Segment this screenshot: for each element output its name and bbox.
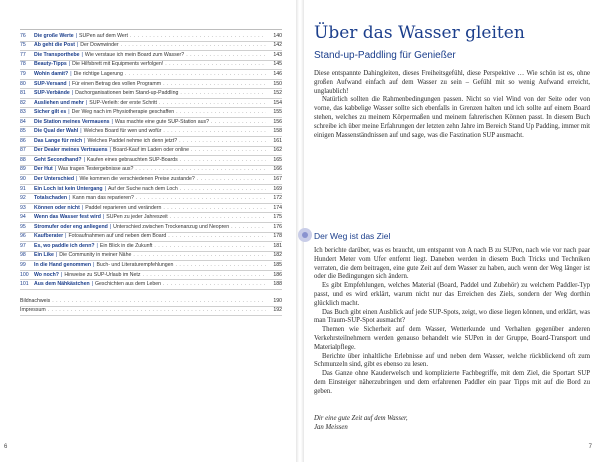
toc-entry-number: 99 bbox=[20, 261, 26, 268]
toc-entry-separator: | bbox=[75, 32, 78, 39]
section-paragraph: Das Ganze ohne Kauderwelsch und komplizierte Fachbegriffe, mit dem Ziel, die Sportart SUP dem Einsteiger näherzubringen und dem erfahrenen Paddler ein paar Tipps mit auf die Bord zu geben. bbox=[314, 370, 590, 395]
toc-leader-dots bbox=[161, 81, 266, 87]
toc-entry-subtitle: Der Downwinder bbox=[80, 42, 119, 49]
section-paragraph: Das Buch gibt einen Ausblick auf jede SUP-Spots, zeigt, wo diese liegen können, und erklärt, was man Traum-SUP-Spot ausmacht? bbox=[314, 308, 590, 325]
toc-entry-title: Ausliehen und mehr bbox=[34, 99, 84, 106]
toc-leader-dots bbox=[119, 42, 266, 48]
toc-entry-title: Aus dem Nähkästchen bbox=[34, 281, 90, 288]
toc-entry-separator: | bbox=[111, 118, 113, 125]
toc-entry-page: 167 bbox=[273, 176, 282, 183]
toc-entry-number: 97 bbox=[20, 242, 26, 249]
toc-entry-number: 100 bbox=[20, 271, 29, 278]
toc-leader-dots bbox=[152, 243, 266, 249]
toc-entry-number: 80 bbox=[20, 80, 26, 87]
toc-entry-number: 92 bbox=[20, 195, 26, 202]
toc-entry-title: Kaufberater bbox=[34, 233, 64, 240]
toc-entry-number: 89 bbox=[20, 166, 26, 173]
closing-block bbox=[314, 415, 590, 433]
page-number-left: 6 bbox=[4, 444, 8, 450]
toc-entry-page: 175 bbox=[273, 214, 282, 221]
toc-entry-subtitle: Welches Board für wen und wofür bbox=[83, 128, 162, 135]
toc-entry-separator: | bbox=[91, 281, 93, 288]
toc-entry-number: 101 bbox=[20, 281, 29, 288]
toc-entry-page: 146 bbox=[273, 70, 282, 77]
toc-leader-dots bbox=[161, 205, 266, 211]
toc-entry-title: Totalschaden bbox=[34, 195, 68, 202]
toc-entry-number: 90 bbox=[20, 176, 26, 183]
toc-entry-separator: | bbox=[68, 109, 70, 116]
toc-entry-number: 79 bbox=[20, 70, 26, 77]
toc-entry-number: 77 bbox=[20, 51, 26, 58]
toc-entry-title: Beauty-Tipps bbox=[34, 61, 67, 68]
toc-entry-subtitle: Der Weg nach im Physiotherapie geschaffen bbox=[71, 109, 175, 116]
toc-entry-subtitle: Für einen Betrag des vollen Programm bbox=[71, 80, 162, 87]
toc-entry-title: Geht Secondhand? bbox=[34, 156, 82, 163]
toc-entry-subtitle: Dachorganisationen beim Stand-up-Paddling bbox=[75, 90, 179, 97]
toc-entry-separator: | bbox=[85, 99, 88, 106]
toc-entry-subtitle: Geschichten aus dem Leben bbox=[95, 281, 162, 288]
toc-entry-title: Der Hut bbox=[34, 166, 53, 173]
toc-entry-page: 158 bbox=[273, 128, 282, 135]
left-page bbox=[0, 0, 296, 462]
toc-leader-dots bbox=[209, 119, 266, 125]
toc-leader-dots bbox=[229, 224, 266, 230]
toc-entry-title: SUP-Verbände bbox=[34, 90, 70, 97]
toc-entry-number: 76 bbox=[20, 32, 26, 39]
toc-entry-title: Der Dealer meines Vertrauens bbox=[34, 147, 108, 154]
toc-leader-dots bbox=[157, 100, 266, 106]
toc-entry-page: 154 bbox=[273, 99, 282, 106]
toc-entry-subtitle: Wie kommen die verschiedenen Preise zustande? bbox=[79, 176, 195, 183]
toc-entry-subtitle: Wie verstaue ich mein Board zum Wasser? bbox=[84, 51, 185, 58]
toc-leader-dots bbox=[161, 281, 266, 287]
toc-top-rule bbox=[20, 29, 282, 30]
right-page bbox=[304, 0, 600, 462]
toc-entry-separator: | bbox=[93, 261, 95, 268]
toc-entry-page: 140 bbox=[273, 32, 282, 39]
toc-entry-title: Ab geht die Post bbox=[34, 42, 75, 49]
page-number-right: 7 bbox=[588, 444, 592, 450]
toc-extra-page: 192 bbox=[273, 307, 282, 314]
toc-entry-separator: | bbox=[84, 137, 86, 144]
toc-entry-title: In die Hand genommen bbox=[34, 261, 92, 268]
toc-leader-dots bbox=[161, 128, 266, 134]
toc-entry-title: Der Unterschied bbox=[34, 176, 75, 183]
toc-extra-label: Impressum bbox=[20, 307, 46, 314]
toc-entry-number: 86 bbox=[20, 137, 26, 144]
toc-entry-number: 75 bbox=[20, 42, 26, 49]
toc-leader-dots bbox=[174, 109, 266, 115]
toc-entry-page: 185 bbox=[273, 261, 282, 268]
intro-paragraph: Diese entspannte Dahingleiten, dieses Freiheitsgefühl, diese Perspektive … Wie schön ist es, ohne großen Aufwand einfach auf dem Wasser zu sein – Gefühl mit so wenig Aufwand erreicht, unglaublich! bbox=[314, 70, 590, 95]
toc-entry-page: 142 bbox=[273, 42, 282, 49]
page-subtitle: Stand-up-Paddling für Genießer bbox=[314, 50, 456, 61]
toc-entry-subtitle: Was tragen Testergebnisse aus? bbox=[58, 166, 134, 173]
toc-entry-title: Ein Like bbox=[34, 252, 54, 259]
toc-entry-page: 181 bbox=[273, 242, 282, 249]
intro-paragraph: Natürlich sollten die Rahmenbedingungen passen. Nicht so viel Wind von der Seite oder von vorne, das kabbelige Wasser sollte sich ebenfalls in Grenzen halten und ich sollte auf einem Board stehen, welches zu meinem Körpermaßen und meinem fahrerischen Können passt. In diesem Buch schreibe ich über meine Erfahrungen der letzten zehn Jahre im Bereich Stand Up Padding, immer mit einigen Massenständnissen auf und sage, was die Faszination SUP ausmacht. bbox=[314, 96, 590, 139]
toc-entry-separator: | bbox=[60, 271, 63, 278]
toc-leader-dots bbox=[189, 147, 266, 153]
toc-entry-number: 94 bbox=[20, 214, 26, 221]
toc-entry-subtitle: Die richtige Lagerung bbox=[73, 70, 123, 77]
toc-entry-number: 87 bbox=[20, 147, 26, 154]
toc-entry-subtitle: Die Community in meiner Nähe bbox=[59, 252, 132, 259]
toc-leader-dots bbox=[177, 138, 266, 144]
toc-entry-number: 91 bbox=[20, 185, 26, 192]
toc-entry-separator: | bbox=[70, 70, 72, 77]
toc-entry-title: Es, wo paddle ich denn? bbox=[34, 242, 95, 249]
toc-entry-title: Ein Loch ist kein Untergang bbox=[34, 185, 103, 192]
toc-entry-page: 186 bbox=[273, 271, 282, 278]
toc-entry-number: 78 bbox=[20, 61, 26, 68]
section-paragraph: Themen wie Sicherheit auf dem Wasser, Wetterkunde und Verhalten gegenüber anderen Verkehrsteilnehmern werden genauso behandelt wie SUPen in der Gruppe, Board-Transport und Materialpflege. bbox=[314, 326, 590, 351]
toc-extra-label: Bildnachweis bbox=[20, 297, 51, 304]
toc-entry-subtitle: SUPen zu jeder Jahreszeit bbox=[106, 214, 168, 221]
toc-extra-entry bbox=[20, 306, 282, 317]
toc-entry-page: 174 bbox=[273, 204, 282, 211]
toc-entry-page: 152 bbox=[273, 90, 282, 97]
toc-leader-dots bbox=[46, 307, 266, 313]
toc-leader-dots bbox=[140, 272, 266, 278]
toc-entry-separator: | bbox=[81, 51, 83, 58]
toc-leader-dots bbox=[168, 214, 266, 220]
toc-entry-separator: | bbox=[76, 42, 79, 49]
toc-leader-dots bbox=[178, 157, 266, 163]
toc-entry-number: 93 bbox=[20, 204, 26, 211]
toc-entry-subtitle: Paddel reparieren und verändern bbox=[85, 204, 162, 211]
toc-entry-subtitle: Welches Paddel nehme ich denn jetzt? bbox=[87, 137, 178, 144]
toc-entry-separator: | bbox=[80, 128, 82, 135]
toc-leader-dots bbox=[173, 262, 266, 268]
toc-entry-number: 95 bbox=[20, 223, 26, 230]
toc-leader-dots bbox=[178, 90, 266, 96]
toc-entry-subtitle: Hinweise zu SUP-Urlaub im Netz bbox=[64, 271, 141, 278]
toc-entry bbox=[20, 279, 282, 290]
toc-entry-number: 82 bbox=[20, 99, 26, 106]
toc-leader-dots bbox=[123, 71, 266, 77]
toc-leader-dots bbox=[133, 166, 266, 172]
toc-leader-dots bbox=[134, 195, 266, 201]
toc-entry-separator: | bbox=[54, 166, 57, 173]
section-text bbox=[314, 247, 590, 397]
author-signature: Jan Meissen bbox=[314, 423, 348, 431]
toc-leader-dots bbox=[195, 176, 266, 182]
section-paragraph: Ich berichte darüber, was es braucht, um entspannt von A nach B zu SUPen, nach wie vor nach paar Hundert Meter vom Ufer entfernt liegt. Daneben werden in diesem Buch Tricks und Techniken verraten, die dem beitragen, eine gute Zeit auf dem Wasser zu haben, auch wenn der Weg länger ist oder die Bedingungen sich ändern. bbox=[314, 247, 590, 281]
toc-entry-subtitle: SUP-Verleih: der erste Schritt bbox=[89, 99, 157, 106]
section-paragraph: Es gibt Empfehlungen, welches Material (Board, Paddel und Zubehör) zu welchem Paddler-Typ passt, und es wird erklärt, warum nicht nur das Erreichen des Ziels, sondern der Weg dorthin glücklich macht. bbox=[314, 282, 590, 307]
toc-entry-page: 150 bbox=[273, 80, 282, 87]
toc-entry-separator: | bbox=[83, 156, 85, 163]
toc-entry-title: Wo noch? bbox=[34, 271, 59, 278]
closing-line: Dir eine gute Zeit auf dem Wasser, bbox=[314, 415, 408, 422]
toc-entry-separator: | bbox=[96, 242, 98, 249]
toc-entry-title: Das Lange für mich bbox=[34, 137, 83, 144]
toc-entry-number: 88 bbox=[20, 156, 26, 163]
toc-entry-page: 161 bbox=[273, 137, 282, 144]
toc-entry-separator: | bbox=[71, 90, 74, 97]
toc-leader-dots bbox=[184, 52, 266, 58]
section-heading bbox=[314, 231, 390, 241]
toc-entry-page: 143 bbox=[273, 51, 282, 58]
toc-entry-separator: | bbox=[55, 252, 58, 259]
toc-entry-separator: | bbox=[104, 185, 106, 192]
section-paragraph: Berichte über inhaltliche Erlebnisse auf und neben dem Wasser, welche rückblickend oft zum Schmunzeln sind, gibt es ebenso zu lesen. bbox=[314, 352, 590, 369]
toc-entry-page: 172 bbox=[273, 195, 282, 202]
toc-entry-page: 166 bbox=[273, 166, 282, 173]
toc-entry-number: 81 bbox=[20, 90, 26, 97]
toc-entry-page: 162 bbox=[273, 147, 282, 154]
toc-leader-dots bbox=[50, 298, 266, 304]
toc-entry-title: Die Transporthebe bbox=[34, 51, 80, 58]
toc-entry-subtitle: SUPen auf dem Wert bbox=[79, 32, 128, 39]
toc-entry-subtitle: Buch- und Literaturempfehlungen bbox=[96, 261, 174, 268]
toc-entry-title: Stromufer oder eng anliegend bbox=[34, 223, 108, 230]
toc-entry-page: 188 bbox=[273, 281, 282, 288]
toc-entry-separator: | bbox=[109, 147, 111, 154]
toc-entry-subtitle: Kann man das reparieren? bbox=[72, 195, 134, 202]
toc-entry-title: Die große Werte bbox=[34, 32, 74, 39]
toc-entry-title: Die Qual der Wahl bbox=[34, 128, 79, 135]
toc-leader-dots bbox=[131, 252, 266, 258]
toc-entry-page: 165 bbox=[273, 156, 282, 163]
toc-leader-dots bbox=[128, 33, 266, 39]
toc-entry-subtitle: Auf der Suche nach dem Loch bbox=[107, 185, 178, 192]
toc-entry-page: 182 bbox=[273, 252, 282, 259]
toc-entry-page: 145 bbox=[273, 61, 282, 68]
toc-entry-title: Die Station meines Vermauens bbox=[34, 118, 110, 125]
toc-entry-separator: | bbox=[68, 80, 70, 87]
toc-entry-page: 155 bbox=[273, 109, 282, 116]
toc-entry-number: 85 bbox=[20, 128, 26, 135]
toc-entry-number: 83 bbox=[20, 109, 26, 116]
toc-entry-title: Wenn das Wasser fest wird bbox=[34, 214, 101, 221]
toc-entry-subtitle: Board-Kauf im Laden oder online bbox=[112, 147, 190, 154]
toc-entry-page: 169 bbox=[273, 185, 282, 192]
toc-entry-title: Können oder nicht bbox=[34, 204, 80, 211]
section-heading-text: Der Weg ist das Ziel bbox=[314, 231, 391, 241]
toc-entry-separator: | bbox=[68, 61, 71, 68]
toc-entry-subtitle: Die Hilfsbrett mit Equipments verfolgen! bbox=[72, 61, 164, 68]
heading-bullet-icon bbox=[298, 228, 312, 242]
toc-entry-number: 84 bbox=[20, 118, 26, 125]
toc-entry-subtitle: Fotoaufnahmen auf und neben dem Board bbox=[68, 233, 167, 240]
toc-entry-page: 178 bbox=[273, 233, 282, 240]
toc-entry-subtitle: Unterschied zwischen Trockenanzug und Neopren bbox=[113, 223, 230, 230]
toc-entry-subtitle: Ein Blick in die Zukunft bbox=[99, 242, 153, 249]
toc-entry-page: 156 bbox=[273, 118, 282, 125]
toc-entry-title: Wohin damit? bbox=[34, 70, 69, 77]
toc-leader-dots bbox=[163, 61, 266, 67]
toc-entry-number: 98 bbox=[20, 252, 26, 259]
toc-entry-subtitle: Was machte eine gute SUP-Station aus? bbox=[114, 118, 210, 125]
toc-entry-title: Sicher gilt es bbox=[34, 109, 67, 116]
toc-leader-dots bbox=[166, 233, 266, 239]
page-title: Über das Wasser gleiten bbox=[314, 23, 525, 43]
toc-leader-dots bbox=[178, 186, 266, 192]
toc-entry-separator: | bbox=[69, 195, 71, 202]
toc-entry-subtitle: Kaufen eines gebrauchten SUP-Boards bbox=[86, 156, 178, 163]
toc-entry-separator: | bbox=[109, 223, 112, 230]
toc-entry-separator: | bbox=[65, 233, 67, 240]
toc-entry-separator: | bbox=[81, 204, 84, 211]
toc-extra-page: 190 bbox=[273, 297, 282, 304]
toc-entry-separator: | bbox=[102, 214, 105, 221]
toc-entry-separator: | bbox=[76, 176, 78, 183]
toc-entry-title: SUP-Versand bbox=[34, 80, 67, 87]
toc-entry-number: 96 bbox=[20, 233, 26, 240]
intro-text bbox=[314, 70, 590, 140]
toc-entry-page: 176 bbox=[273, 223, 282, 230]
